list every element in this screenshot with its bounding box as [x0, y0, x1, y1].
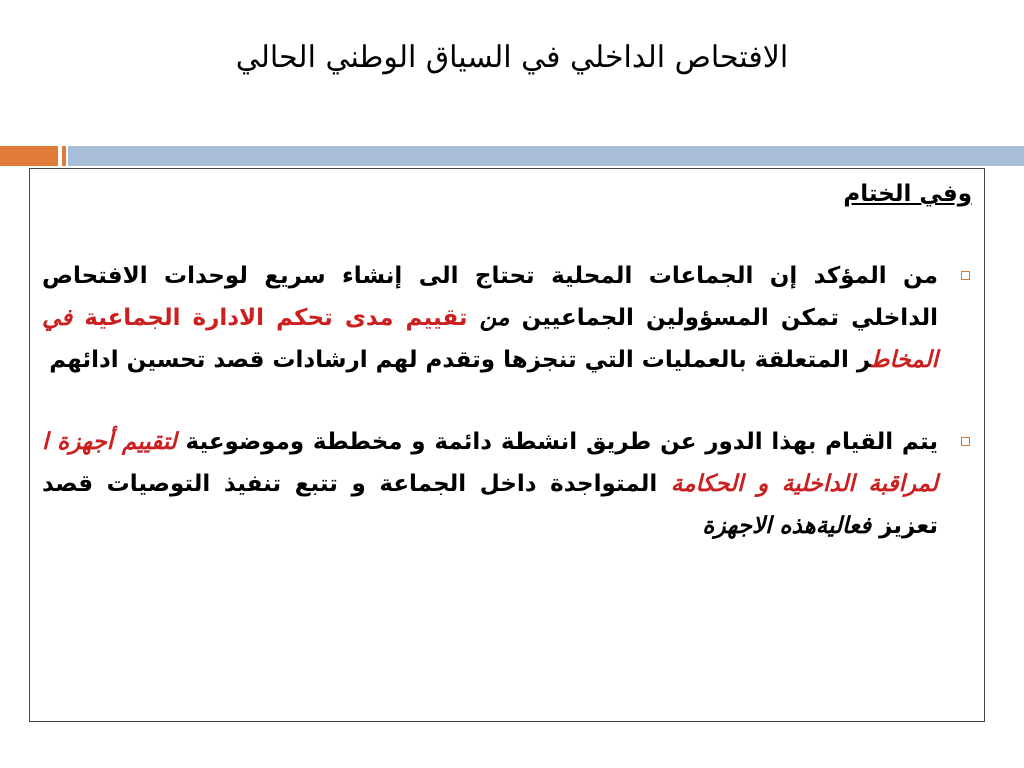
- bullet1-text-1: من المؤكد إن الجماعات المحلية تحتاج الى إنشاء سريع لوحدات الافتحاص الداخلي تمكن المسؤولين الجماعيين: [42, 263, 938, 331]
- bullet1-text-2: من: [467, 305, 510, 331]
- square-bullet-icon: [961, 271, 970, 280]
- bullet1-text-4: في المخاط: [42, 305, 938, 373]
- bullet2-text-3: المتواجدة داخل الجماعة و تتبع تنفيذ التوصيات قصد تعزيز: [42, 471, 938, 539]
- header-band-orange-accent: [62, 146, 66, 166]
- header-band-blue: [68, 146, 1024, 166]
- bullet-paragraph-1: [42, 255, 972, 381]
- bullet-paragraph-2: [42, 421, 972, 547]
- bullet1-text-5: ر المتعلقة بالعمليات التي تنجزها وتقدم لهم ارشادات قصد تحسين ادائهم: [49, 347, 872, 373]
- bullet2-text-1: يتم القيام بهذا الدور عن طريق انشطة دائمة و مخططة وموضوعية: [176, 429, 938, 455]
- bullet2-text-4: فعاليةهذه الاجهزة: [702, 513, 872, 539]
- square-bullet-icon: [961, 437, 970, 446]
- bullet1-text-3: تقييم مدى تحكم الادارة الجماعية: [72, 305, 468, 331]
- section-heading: وفي الختام: [843, 181, 972, 207]
- header-band-orange: [0, 146, 58, 166]
- content-box: [29, 168, 985, 722]
- slide-title: الافتحاص الداخلي في السياق الوطني الحالي: [235, 40, 789, 75]
- bullet2-text-2: لتقييم أجهزة ا لمراقبة الداخلية و الحكامة: [42, 429, 938, 497]
- content-body: [42, 175, 972, 547]
